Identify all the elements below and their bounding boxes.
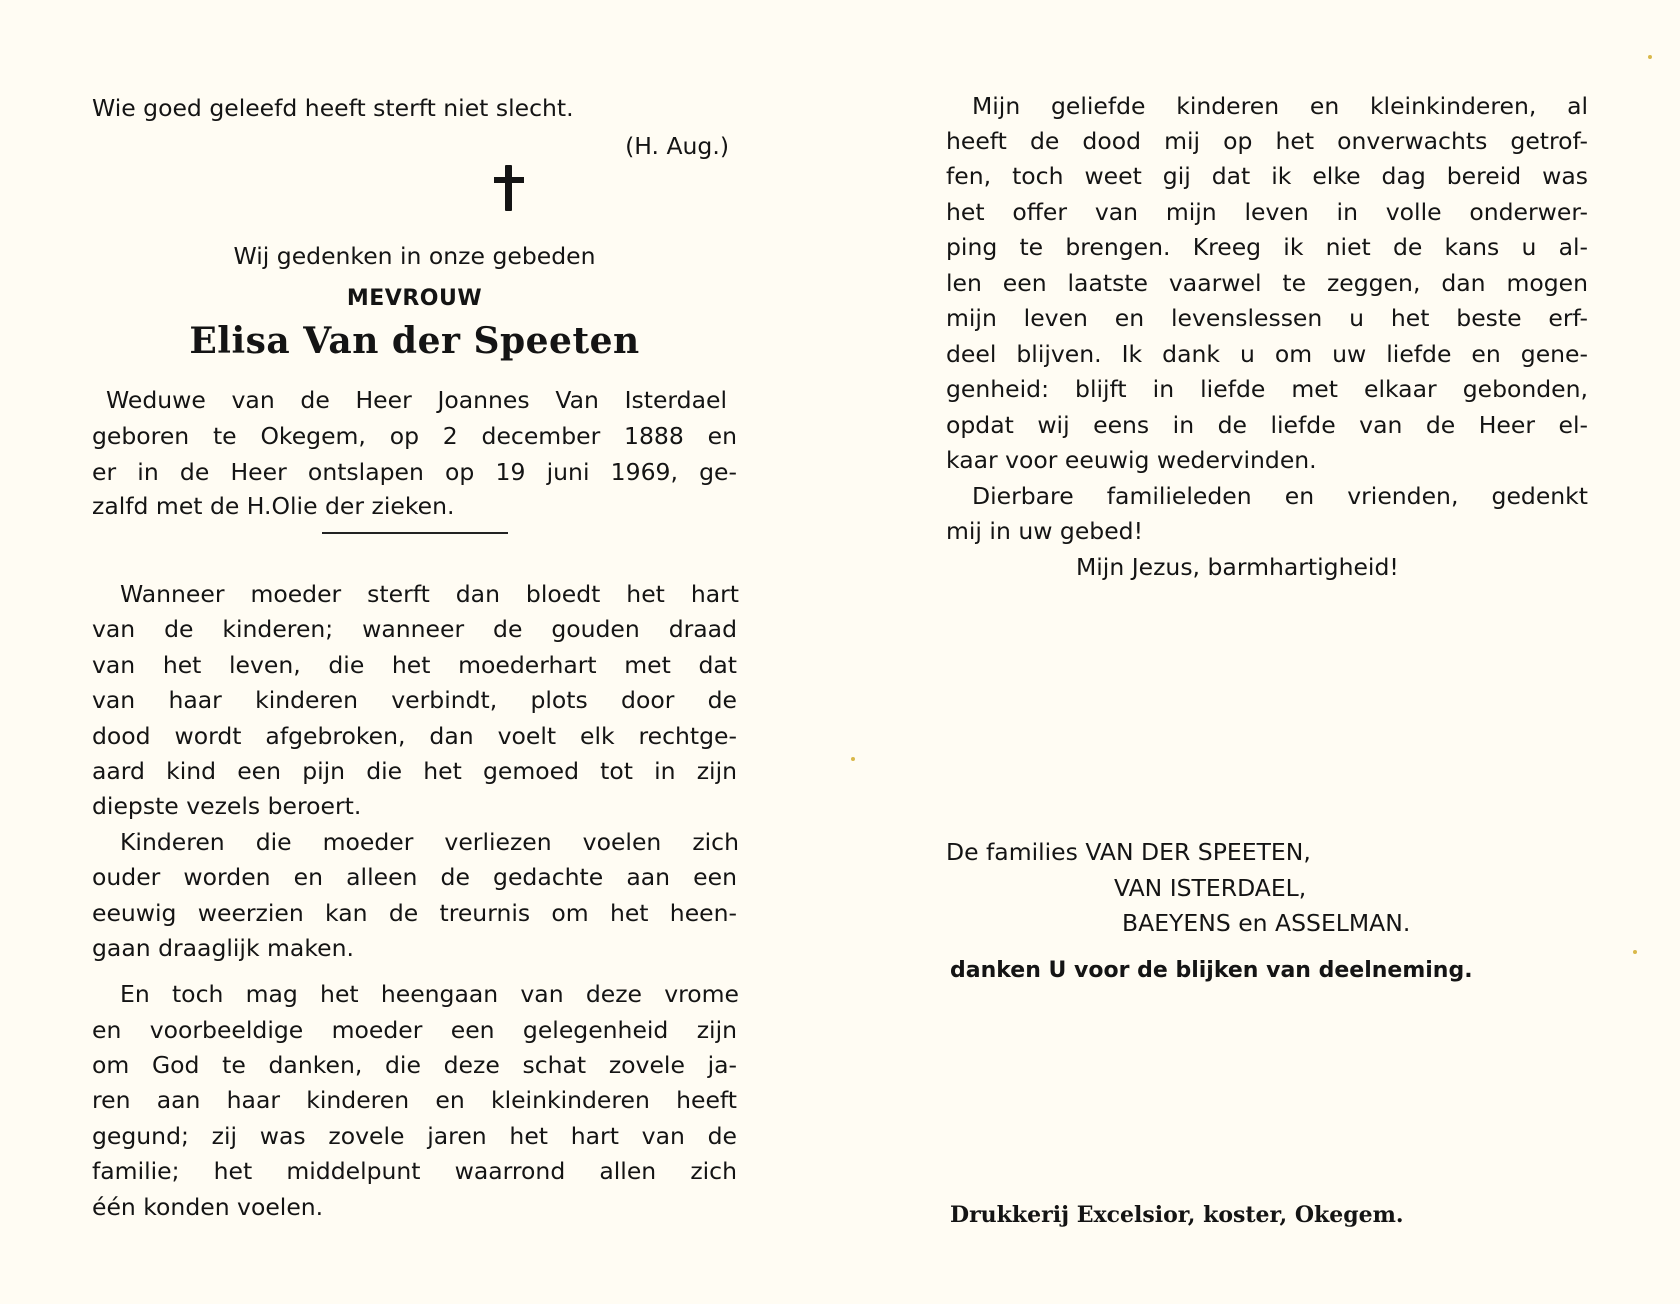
text-line: Mijn geliefde kinderen en kleinkinderen, al	[972, 92, 1588, 120]
text-line: van de kinderen; wanneer de gouden draad	[92, 615, 737, 643]
families-line: De families VAN DER SPEETEN,	[946, 838, 1311, 866]
text-line: één konden voelen.	[92, 1193, 324, 1221]
thanks-line: danken U voor de blijken van deelneming.	[950, 958, 1473, 983]
text-line: heeft de dood mij op het onverwachts getrof-	[946, 127, 1588, 155]
text-line: familie; het middelpunt waarrond allen zich	[92, 1157, 737, 1185]
paper-speck	[1633, 950, 1637, 954]
quote-source: (H. Aug.)	[625, 132, 729, 160]
text-line: Kinderen die moeder verliezen voelen zich	[120, 828, 739, 856]
text-line: het offer van mijn leven in volle onderwer-	[946, 198, 1588, 226]
bio-line: er in de Heer ontslapen op 19 juni 1969, ge-	[92, 458, 737, 486]
text-line: len een laatste vaarwel te zeggen, dan mogen	[946, 269, 1588, 297]
text-line: ren aan haar kinderen en kleinkinderen heeft	[92, 1086, 737, 1114]
families-line: BAEYENS en ASSELMAN.	[1122, 909, 1411, 937]
text-line: opdat wij eens in de liefde van de Heer el-	[946, 411, 1588, 439]
text-line: aard kind een pijn die het gemoed tot in zijn	[92, 757, 737, 785]
bio-line: geboren te Okegem, op 2 december 1888 en	[92, 422, 737, 450]
text-line: dood wordt afgebroken, dan voelt elk rechtge-	[92, 722, 737, 750]
text-line: om God te danken, die deze schat zovele ja-	[92, 1051, 737, 1079]
bio-line: Weduwe van de Heer Joannes Van Isterdael	[106, 386, 727, 414]
text-line: gegund; zij was zovele jaren het hart van de	[92, 1122, 737, 1150]
text-line: Wanneer moeder sterft dan bloedt het hart	[120, 580, 739, 608]
text-line: ping te brengen. Kreeg ik niet de kans u al-	[946, 233, 1588, 261]
remembrance-line: Wij gedenken in onze gebeden	[233, 242, 596, 270]
text-line: En toch mag het heengaan van deze vrome	[120, 980, 739, 1008]
text-line: van haar kinderen verbindt, plots door de	[92, 686, 737, 714]
text-line: deel blijven. Ik dank u om uw liefde en gene-	[946, 340, 1588, 368]
deceased-name: Elisa Van der Speeten	[189, 320, 640, 362]
text-line: diepste vezels beroert.	[92, 792, 362, 820]
text-line: gaan draaglijk maken.	[92, 934, 354, 962]
text-line: mijn leven en levenslessen u het beste erf-	[946, 304, 1588, 332]
text-line: kaar voor eeuwig wedervinden.	[946, 446, 1317, 474]
printer-line: Drukkerij Excelsior, koster, Okegem.	[950, 1202, 1404, 1228]
families-line: VAN ISTERDAEL,	[1114, 874, 1307, 902]
prayer-line: Mijn Jezus, barmhartigheid!	[1076, 553, 1399, 581]
opening-quote: Wie goed geleefd heeft sterft niet slecht.	[92, 94, 574, 122]
bio-line: zalfd met de H.Olie der zieken.	[92, 492, 455, 520]
text-line: genheid: blijft in liefde met elkaar gebonden,	[946, 375, 1588, 403]
text-line: en voorbeeldige moeder een gelegenheid zijn	[92, 1016, 737, 1044]
text-line: eeuwig weerzien kan de treurnis om het heen-	[92, 899, 737, 927]
text-line: mij in uw gebed!	[946, 517, 1143, 545]
paper-speck	[1648, 55, 1652, 59]
text-line: Dierbare familieleden en vrienden, gedenkt	[972, 482, 1588, 510]
text-line: fen, toch weet gij dat ik elke dag bereid was	[946, 162, 1588, 190]
title-mevrouw: MEVROUW	[346, 286, 483, 311]
text-line: van het leven, die het moederhart met dat	[92, 651, 737, 679]
text-line: ouder worden en alleen de gedachte aan een	[92, 863, 737, 891]
cross-icon	[492, 165, 526, 213]
divider	[322, 532, 508, 534]
paper-speck	[851, 757, 855, 761]
